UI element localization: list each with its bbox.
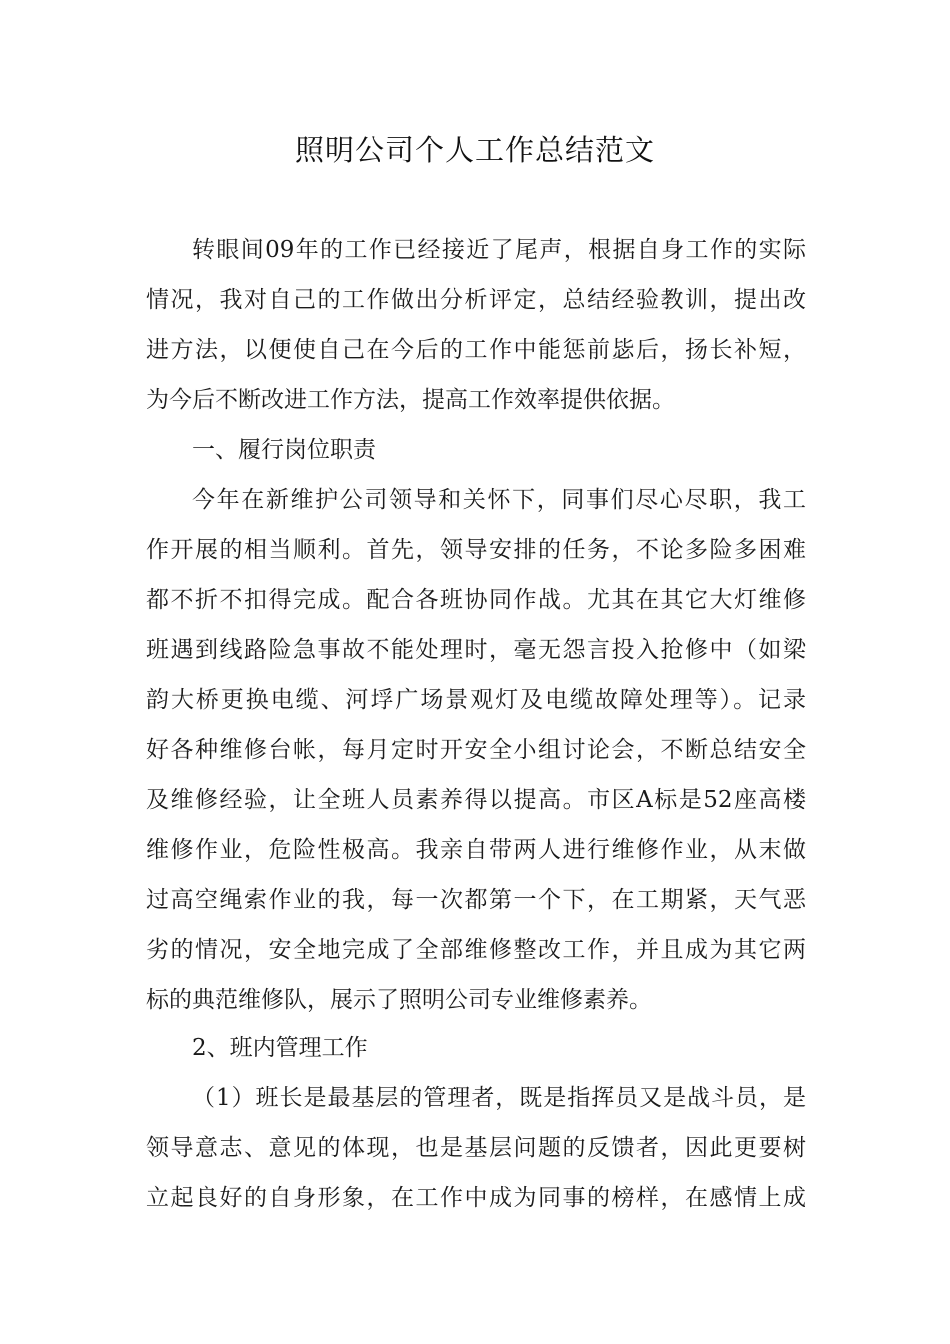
paragraph-line: 立起良好的自身形象，在工作中成为同事的榜样，在感情上成 <box>146 1185 806 1211</box>
paragraph-line: 过高空绳索作业的我，每一次都第一个下，在工期紧，天气恶 <box>146 887 806 913</box>
paragraph-line: 标的典范维修队，展示了照明公司专业维修素养。 <box>146 987 652 1013</box>
paragraph-line: 劣的情况，安全地完成了全部维修整改工作，并且成为其它两 <box>146 937 806 963</box>
paragraph-line: 班遇到线路险急事故不能处理时，毫无怨言投入抢修中（如梁 <box>146 637 806 663</box>
paragraph-line: 情况，我对自己的工作做出分析评定，总结经验教训，提出改 <box>146 287 806 313</box>
section-heading: 一、履行岗位职责 <box>192 437 376 463</box>
section-heading: 2、班内管理工作 <box>192 1035 368 1061</box>
paragraph-line: 进方法，以便使自己在今后的工作中能惩前毖后，扬长补短， <box>146 337 806 363</box>
paragraph-line: 作开展的相当顺利。首先，领导安排的任务，不论多险多困难 <box>146 537 806 563</box>
document-title: 照明公司个人工作总结范文 <box>294 133 655 167</box>
paragraph-line: 韵大桥更换电缆、河垺广场景观灯及电缆故障处理等）。记录 <box>146 687 806 713</box>
paragraph-line: 都不折不扣得完成。配合各班协同作战。尤其在其它大灯维修 <box>146 587 806 613</box>
paragraph-line: 维修作业，危险性极高。我亲自带两人进行维修作业，从末做 <box>146 837 806 863</box>
paragraph-line: （1）班长是最基层的管理者，既是指挥员又是战斗员，是 <box>192 1085 806 1111</box>
paragraph-line: 及维修经验，让全班人员素养得以提高。市区A标是52座高楼 <box>146 787 806 813</box>
paragraph-line: 今年在新维护公司领导和关怀下，同事们尽心尽职，我工 <box>192 487 806 513</box>
paragraph-line: 好各种维修台帐，每月定时开安全小组讨论会，不断总结安全 <box>146 737 806 763</box>
paragraph-line: 转眼间09年的工作已经接近了尾声，根据自身工作的实际 <box>192 237 806 263</box>
paragraph-line: 为今后不断改进工作方法，提高工作效率提供依据。 <box>146 387 675 413</box>
paragraph-line: 领导意志、意见的体现，也是基层问题的反馈者，因此更要树 <box>146 1135 806 1161</box>
